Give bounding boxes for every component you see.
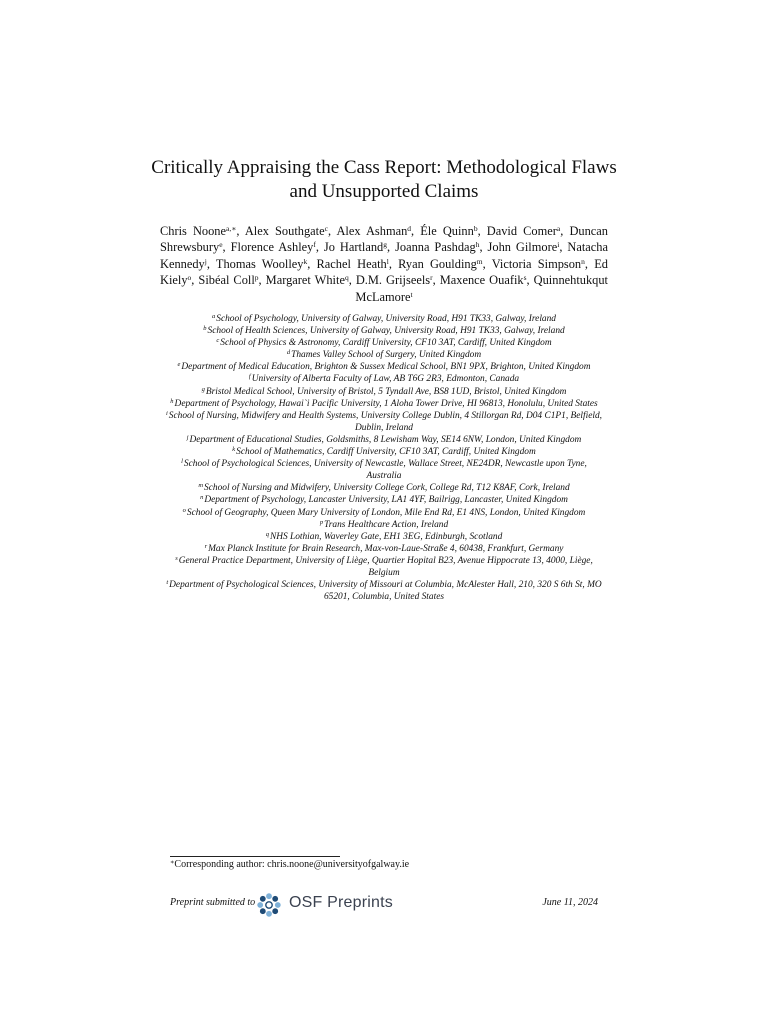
affiliation-text: Thames Valley School of Surgery, United Kingdom: [291, 350, 482, 361]
author-name: Maxence Ouafik: [439, 273, 524, 288]
affiliation-text: Department of Educational Studies, Goldsmiths, 8 Lewisham Way, SE14 6NW, London, United Kingdom: [189, 434, 582, 445]
author: [231, 240, 316, 254]
author-name: Sibéal Coll: [198, 273, 255, 288]
affiliation-text: University of Alberta Faculty of Law, AB T6G 2R3, Edmonton, Canada: [251, 374, 520, 385]
author-name: Rachel Heath: [316, 256, 387, 271]
footnote-text: Corresponding author: chris.noone@universityofgalway.ie: [174, 859, 410, 870]
affiliation-key: d: [286, 349, 291, 357]
submission-date: June 11, 2024: [542, 897, 598, 908]
affiliation: [165, 519, 603, 531]
author-name: Florence Ashley: [230, 240, 314, 255]
author: [420, 224, 477, 238]
author: [160, 224, 236, 238]
author: [395, 240, 479, 254]
affiliation-list: [165, 313, 603, 603]
affiliation: [165, 494, 603, 506]
author-affiliation-mark: b: [473, 224, 478, 233]
author-name: Chris Noone: [160, 224, 226, 238]
affiliation-text: School of Nursing and Midwifery, University College Cork, College Rd, T12 K8AF, Cork, Ireland: [204, 483, 570, 494]
author-affiliation-mark: e: [219, 240, 223, 250]
affiliation-text: School of Psychological Sciences, University of Newcastle, Wallace Street, NE24DR, Newcastle upon Tyne, Australia: [183, 459, 587, 482]
osf-preprints-brand: OSF Preprints: [289, 894, 393, 911]
affiliation-key: b: [203, 325, 207, 333]
affiliation-key: g: [201, 385, 205, 393]
affiliation: [165, 313, 603, 325]
affiliation-text: Bristol Medical School, University of Bristol, 5 Tyndall Ave, BS8 1UD, Bristol, United Kingdom: [205, 386, 567, 397]
author-affiliation-mark: g: [383, 240, 387, 250]
affiliation: [165, 458, 603, 482]
author-name: Alex Southgate: [244, 224, 325, 238]
author-affiliation-mark: i: [557, 240, 560, 250]
author-affiliation-mark: a: [556, 224, 561, 233]
affiliation-text: Department of Medical Education, Brighton & Sussex Medical School, BN1 9PX, Brighton, United Kingdom: [181, 362, 591, 373]
osf-logo-icon: [256, 892, 282, 918]
author-affiliation-mark: r: [430, 273, 433, 283]
author-name: Natacha Kennedy: [160, 240, 608, 271]
author-affiliation-mark: c: [324, 224, 328, 233]
corresponding-author-footnote: [170, 858, 409, 871]
author: [398, 257, 483, 271]
author-name: Alex Ashman: [336, 224, 408, 238]
author-affiliation-mark: m: [476, 256, 483, 266]
author: [336, 224, 411, 238]
affiliation: [165, 386, 603, 398]
paper-title: Critically Appraising the Cass Report: Methodological Flaws and Unsupported Claims: [151, 157, 617, 202]
affiliation: [165, 361, 603, 373]
author-name: Quinnehtukqut McLamore: [355, 273, 608, 304]
author: [216, 257, 307, 271]
affiliation: [165, 337, 603, 349]
author-name: David Comer: [486, 224, 557, 238]
affiliation-key: s: [175, 554, 178, 562]
affiliation: [165, 410, 603, 434]
affiliation: [165, 579, 603, 603]
author: [198, 273, 258, 287]
affiliation-key: h: [170, 397, 174, 405]
affiliation-key: f: [248, 373, 251, 381]
author-affiliation-mark: d: [407, 224, 412, 233]
affiliation-key: l: [181, 458, 183, 466]
affiliation-key: e: [177, 361, 181, 369]
author: [317, 257, 389, 271]
affiliation-key: k: [232, 446, 236, 454]
affiliation-text: NHS Lothian, Waverley Gate, EH1 3EG, Edinburgh, Scotland: [269, 531, 503, 542]
affiliation-key: q: [265, 530, 269, 538]
author-affiliation-mark: l: [386, 256, 389, 266]
author-affiliation-mark: k: [303, 256, 308, 266]
affiliation-key: o: [182, 506, 186, 514]
affiliation-text: Department of Psychology, Lancaster University, LA1 4YF, Bailrigg, Lancaster, United Kingdom: [204, 495, 568, 506]
affiliation-key: p: [319, 518, 324, 526]
author-list: Chris Noone$^{a,∗}$, Alex Southgate$^c$, Alex Ashman$^d$, Éle Quinn$^b$, David Comer$^a$, Duncan Shrewsbury$^e$, Florence Ashley$^f$, Jo Hartland$^g$, Joanna Pashdag$^h$, John Gilmore$^i$, Natacha Kennedy$^j$, Thomas Woolley$^k$, Rachel Heath$^l$, Ryan Goulding$^m$, Victoria Simpson$^n$, Ed Kiely$^o$, Sibéal Coll$^p$, Margaret White$^q$, D.M. Grijseels$^r$, Maxence Ouafik$^s$, Quinnehtukqut McLamore$^t$: [160, 224, 608, 304]
affiliation: [165, 446, 603, 458]
author-affiliation-mark: o: [187, 273, 192, 283]
affiliation-key: a: [212, 313, 216, 320]
author-affiliation-mark: a,∗: [226, 224, 237, 233]
affiliation-key: i: [165, 409, 168, 417]
preprint-label: Preprint submitted to: [170, 897, 256, 908]
author-name: Margaret White: [265, 273, 345, 288]
affiliation-text: General Practice Department, University of Liège, Quartier Hopital B23, Avenue Hippocrate 13, 4000, Liège, Belgium: [178, 555, 593, 578]
author: [440, 273, 527, 287]
affiliation-text: Department of Psychological Sciences, University of Missouri at Columbia, McAlester Hall, 210, 320 S 6th St, MO 65201, Columbia, United States: [169, 580, 602, 603]
affiliation: [165, 531, 603, 543]
author-affiliation-mark: f: [313, 240, 316, 250]
affiliation-text: School of Mathematics, Cardiff University, CF10 3AT, Cardiff, United Kingdom: [236, 447, 536, 458]
footnote-marker: ∗: [170, 859, 175, 866]
author-affiliation-mark: t: [410, 289, 413, 299]
affiliation-key: m: [198, 482, 204, 490]
author-affiliation-mark: q: [344, 273, 349, 283]
affiliation: [165, 482, 603, 494]
author: [266, 273, 349, 287]
affiliation-text: Trans Healthcare Action, Ireland: [324, 519, 449, 530]
author-name: John Gilmore: [487, 240, 558, 255]
author: [356, 273, 433, 287]
footnote-rule: [170, 856, 340, 857]
author-affiliation-mark: n: [581, 256, 585, 266]
author-name: D.M. Grijseels: [355, 273, 431, 288]
author-name: Ed Kiely: [160, 256, 608, 288]
affiliation-text: Max Planck Institute for Brain Research, Max-von-Laue-Straße 4, 60438, Frankfurt, Germany: [208, 543, 564, 554]
affiliation-text: School of Physics & Astronomy, Cardiff University, CF10 3AT, Cardiff, United Kingdom: [220, 338, 552, 349]
author-name: Jo Hartland: [323, 240, 384, 255]
author-name: Victoria Simpson: [491, 256, 582, 271]
author: [488, 240, 560, 254]
affiliation: [165, 349, 603, 361]
author-affiliation-mark: s: [523, 273, 527, 283]
affiliation: [165, 543, 603, 555]
affiliation: [165, 434, 603, 446]
affiliation: [165, 555, 603, 579]
author-name: Duncan Shrewsbury: [160, 224, 608, 255]
affiliation-key: r: [204, 542, 208, 550]
affiliation-text: School of Nursing, Midwifery and Health Systems, University College Dublin, 4 Stillorgan Rd, D04 C1P1, Belfield, Dublin, Ireland: [168, 410, 603, 433]
author-name: Ryan Goulding: [398, 256, 477, 271]
affiliation: [165, 507, 603, 519]
affiliation-key: t: [166, 579, 169, 587]
affiliation-key: c: [216, 337, 220, 345]
affiliation-text: School of Psychology, University of Galway, University Road, H91 TK33, Galway, Ireland: [216, 314, 556, 324]
author-affiliation-mark: p: [254, 273, 259, 283]
affiliation-text: School of Geography, Queen Mary University of London, Mile End Rd, E1 4NS, London, United Kingdom: [186, 507, 586, 518]
author: [487, 224, 560, 238]
affiliation-key: n: [200, 494, 204, 502]
affiliation-key: j: [186, 433, 189, 441]
affiliation-text: Department of Psychology, Hawai`i Pacific University, 1 Aloha Tower Drive, HI 96813, Honolulu, United States: [174, 398, 598, 409]
author: [245, 224, 328, 238]
author: [492, 257, 585, 271]
affiliation: [165, 398, 603, 410]
affiliation: [165, 325, 603, 337]
author-name: Thomas Woolley: [215, 256, 304, 271]
author-name: Joanna Pashdag: [395, 240, 476, 255]
affiliation-text: School of Health Sciences, University of Galway, University Road, H91 TK33, Galway, Ireland: [207, 326, 565, 337]
author-affiliation-mark: j: [204, 256, 207, 266]
author: [324, 240, 387, 254]
author-name: Éle Quinn: [420, 224, 474, 238]
affiliation: [165, 373, 603, 385]
author-affiliation-mark: h: [475, 240, 480, 250]
